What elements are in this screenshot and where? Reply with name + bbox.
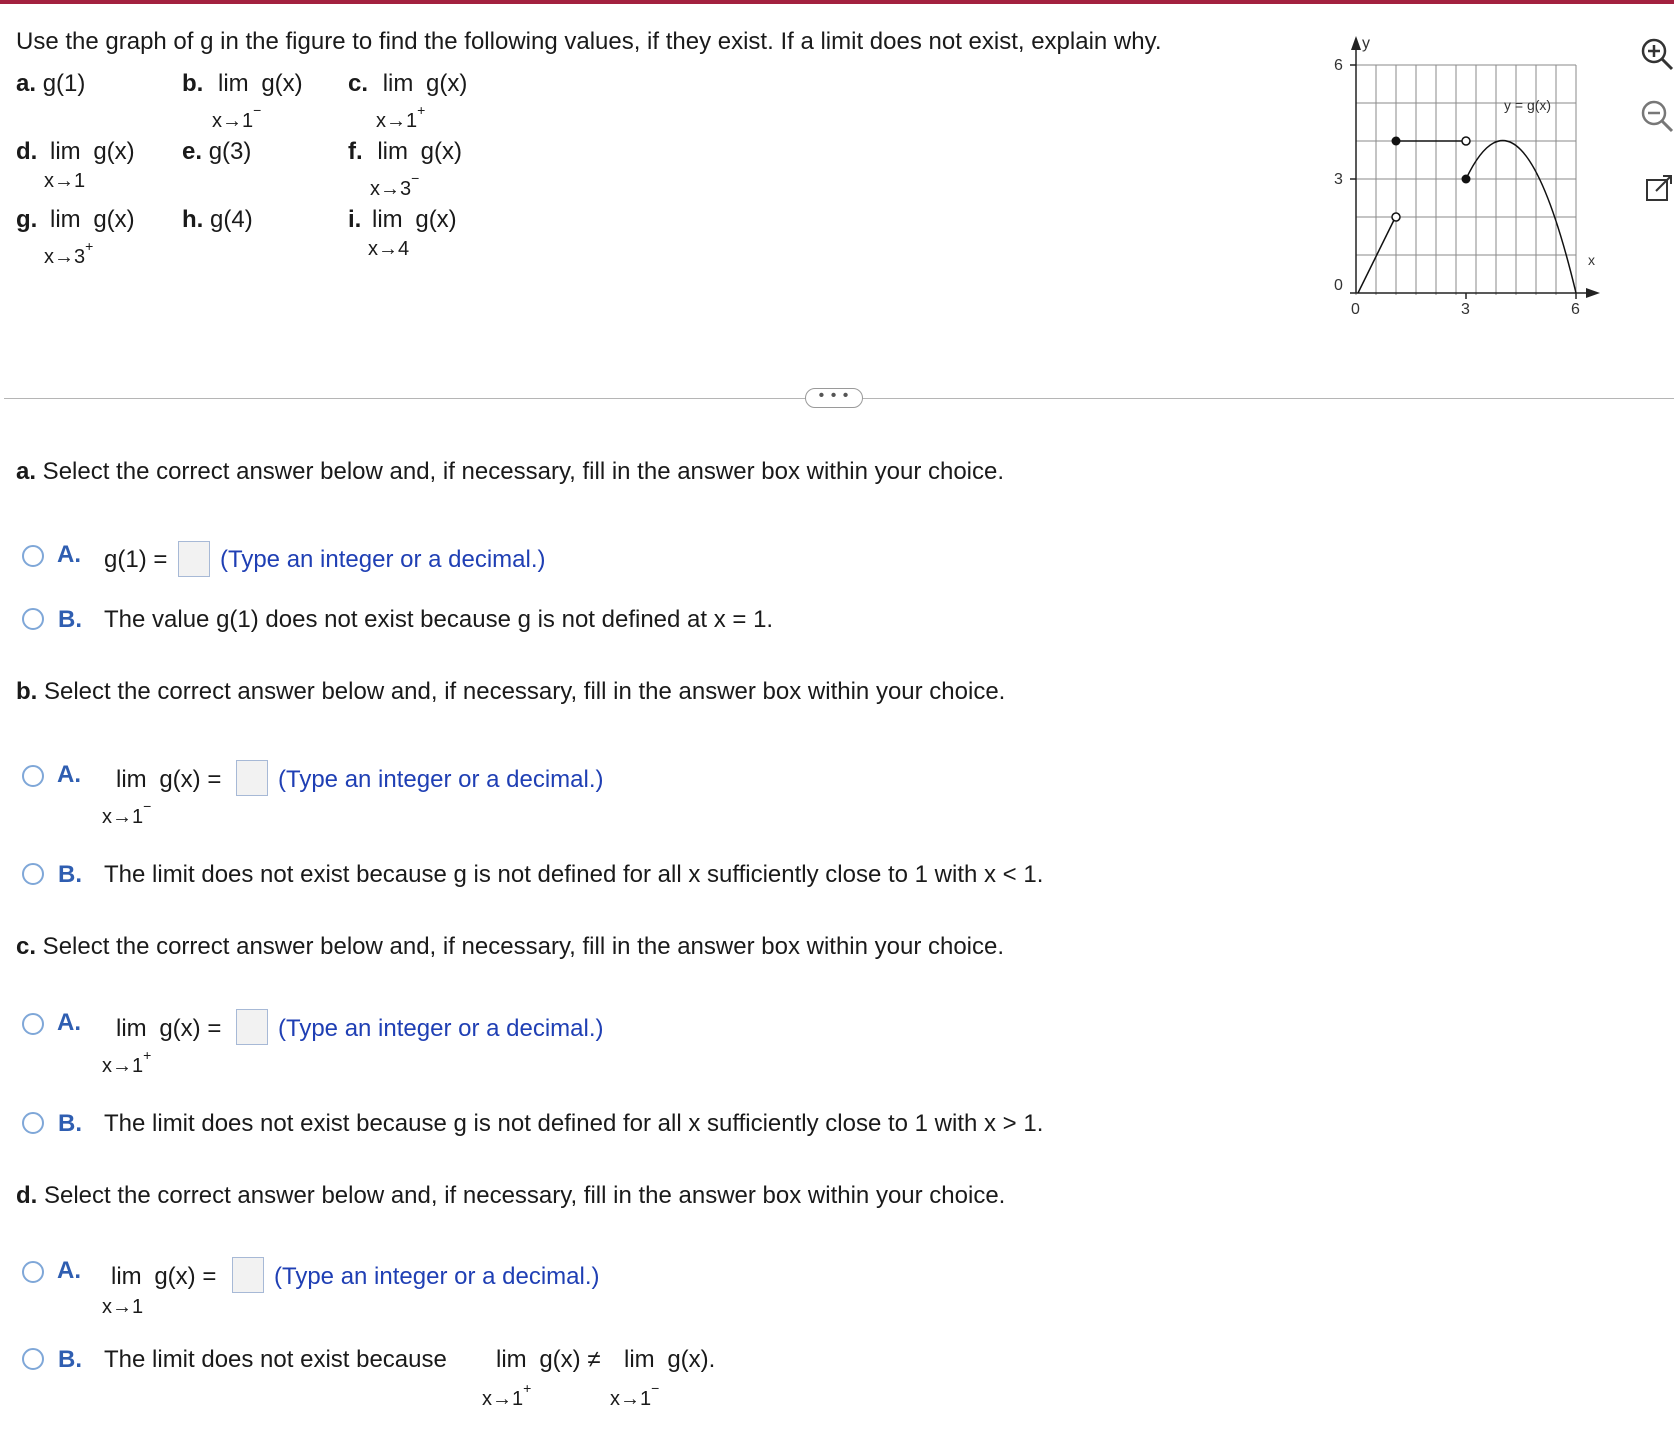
option-letter: A. — [57, 1009, 81, 1036]
subscript-text: x→1 — [376, 110, 418, 132]
lim-func: g(x) — [426, 70, 468, 97]
superscript-text: + — [417, 102, 426, 118]
part-a-option-b-radio[interactable] — [22, 608, 44, 630]
option-letter: B. — [58, 606, 82, 633]
superscript-text: − — [651, 1380, 660, 1396]
heading-text: Select the correct answer below and, if necessary, fill in the answer box within your choice. — [37, 678, 1006, 705]
part-c-option-a-label — [116, 1015, 221, 1043]
heading-text: Select the correct answer below and, if necessary, fill in the answer box within your choice. — [36, 933, 1005, 960]
option-letter: B. — [58, 861, 82, 888]
item-letter: c. — [348, 70, 369, 97]
answer-hint: (Type an integer or a decimal.) — [274, 1263, 600, 1290]
closed-point — [1392, 137, 1401, 146]
item-b-subscript — [212, 102, 262, 133]
part-c-answer-input[interactable] — [236, 1009, 268, 1045]
y-tick-label: 6 — [1334, 57, 1343, 74]
item-letter: i. — [348, 206, 362, 233]
popout-icon[interactable] — [1644, 174, 1674, 204]
part-a-option-a-label: g(1) = — [104, 546, 168, 573]
x-axis-arrow — [1586, 288, 1600, 298]
open-point — [1462, 137, 1470, 145]
lim-subscript — [102, 1047, 152, 1078]
heading-letter: d. — [16, 1182, 38, 1209]
heading-letter: b. — [16, 678, 38, 705]
subscript-text: x→1 — [482, 1388, 524, 1410]
lim-func: g(x) — [93, 138, 135, 165]
zoom-out-icon[interactable] — [1636, 96, 1674, 136]
part-a-heading — [16, 458, 1004, 486]
lim-subscript — [102, 798, 152, 829]
subscript-text: x→1 — [102, 806, 144, 828]
part-d-option-a-label — [111, 1263, 216, 1291]
lim-func: g(x) — [93, 206, 135, 233]
subscript-text: x→1 — [212, 110, 254, 132]
y-axis-arrow — [1351, 36, 1361, 50]
item-i — [348, 206, 457, 234]
option-letter: B. — [58, 1110, 82, 1137]
item-d — [16, 138, 135, 166]
heading-text: Select the correct answer below and, if necessary, fill in the answer box within your choice. — [37, 1182, 1006, 1209]
lim-func: g(x) — [415, 206, 457, 233]
lim-expression-left — [624, 1346, 715, 1374]
y-tick-label: 3 — [1334, 171, 1343, 188]
lim-func: g(x) — [261, 70, 303, 97]
part-b-answer-input[interactable] — [236, 760, 268, 796]
lim-func: g(x) = — [159, 766, 222, 793]
item-e — [182, 138, 251, 166]
lim-func: g(x) ≠ — [539, 1346, 601, 1373]
superscript-text: − — [253, 102, 262, 118]
part-b-option-b-radio[interactable] — [22, 863, 44, 885]
answer-hint: (Type an integer or a decimal.) — [278, 1015, 604, 1042]
lim-word: lim — [50, 206, 81, 233]
lim-func: g(x) = — [154, 1263, 217, 1290]
heading-text: Select the correct answer below and, if necessary, fill in the answer box within your choice. — [36, 458, 1005, 485]
superscript-text: + — [85, 238, 94, 254]
item-letter: d. — [16, 138, 38, 165]
y-tick-label: 0 — [1334, 277, 1343, 294]
lim-word: lim — [382, 70, 414, 97]
item-f-subscript — [370, 170, 420, 201]
part-a-answer-input[interactable] — [178, 541, 210, 577]
superscript-text: − — [411, 170, 420, 186]
lim-func: g(x). — [667, 1346, 716, 1373]
option-letter: B. — [58, 1346, 82, 1373]
item-f — [348, 138, 462, 166]
question-intro: Use the graph of g in the figure to find the following values, if they exist. If a limit does not exist, explain why. — [16, 28, 1162, 55]
x-tick-label: 0 — [1351, 301, 1360, 318]
x-tick-label: 6 — [1571, 301, 1580, 318]
lim-word: lim — [116, 766, 147, 793]
lim-word: lim — [116, 1015, 147, 1042]
item-a — [16, 70, 85, 98]
subscript-text: x→1 — [610, 1388, 652, 1410]
part-c-option-b-text: The limit does not exist because g is not defined for all x sufficiently close to 1 with x > 1. — [104, 1110, 1044, 1137]
part-b-option-b-text: The limit does not exist because g is not defined for all x sufficiently close to 1 with x < 1. — [104, 861, 1044, 888]
part-c-option-a-radio[interactable] — [22, 1013, 44, 1035]
part-c-heading — [16, 933, 1004, 961]
item-expr: g(3) — [208, 138, 252, 165]
subscript-text: x→3 — [44, 246, 86, 268]
superscript-text: − — [143, 798, 152, 814]
lim-word: lim — [624, 1346, 655, 1373]
x-tick-label: 3 — [1461, 301, 1470, 318]
part-a-option-a-radio[interactable] — [22, 545, 44, 567]
lim-word: lim — [218, 70, 249, 97]
item-letter: a. — [16, 70, 37, 97]
part-d-option-a-radio[interactable] — [22, 1261, 44, 1283]
open-point — [1392, 213, 1400, 221]
option-letter: A. — [57, 761, 81, 788]
lim-func: g(x) = — [159, 1015, 222, 1042]
part-c-option-b-radio[interactable] — [22, 1112, 44, 1134]
answer-hint: (Type an integer or a decimal.) — [278, 766, 604, 793]
zoom-in-icon[interactable] — [1636, 34, 1674, 74]
part-d-option-b-radio[interactable] — [22, 1348, 44, 1370]
lim-word: lim — [50, 138, 81, 165]
x-axis-label: x — [1588, 252, 1595, 268]
lim-subscript: x→1 — [102, 1296, 144, 1318]
item-expr: g(4) — [210, 206, 253, 233]
lim-func: g(x) — [420, 138, 463, 165]
lim-word: lim — [377, 138, 408, 165]
lim-word: lim — [111, 1263, 142, 1290]
item-g — [16, 206, 135, 234]
item-i-subscript: x→4 — [368, 238, 410, 260]
option-letter: A. — [57, 541, 81, 568]
item-letter: b. — [182, 70, 204, 97]
part-a-option-b-text: The value g(1) does not exist because g is not defined at x = 1. — [104, 606, 774, 633]
item-h — [182, 206, 253, 234]
item-letter: g. — [16, 206, 38, 233]
item-g-subscript — [44, 238, 94, 269]
closed-point — [1462, 175, 1471, 184]
item-c — [348, 70, 467, 98]
subscript-text: x→3 — [370, 178, 412, 200]
item-c-subscript — [376, 102, 426, 133]
superscript-text: + — [143, 1047, 152, 1063]
subscript-text: x→1 — [102, 1055, 144, 1077]
part-b-option-a-label — [116, 766, 221, 794]
item-b — [182, 70, 303, 98]
graph-figure — [1320, 30, 1600, 340]
superscript-text: + — [523, 1380, 532, 1396]
item-letter: f. — [348, 138, 363, 165]
y-axis-label: y — [1362, 35, 1370, 52]
curve-label: y = g(x) — [1504, 97, 1552, 113]
item-letter: h. — [182, 206, 204, 233]
lim-subscript — [482, 1380, 532, 1411]
lim-subscript — [610, 1380, 660, 1411]
part-d-heading — [16, 1182, 1005, 1210]
option-letter: A. — [57, 1257, 81, 1284]
part-b-option-a-radio[interactable] — [22, 765, 44, 787]
lim-word: lim — [372, 206, 403, 233]
heading-letter: c. — [16, 933, 37, 960]
item-letter: e. — [182, 138, 203, 165]
top-accent-bar — [0, 0, 1674, 4]
heading-letter: a. — [16, 458, 37, 485]
answer-hint: (Type an integer or a decimal.) — [220, 546, 546, 573]
lim-expression-right — [496, 1346, 601, 1374]
item-d-subscript: x→1 — [44, 170, 86, 192]
item-expr: g(1) — [42, 70, 86, 97]
lim-word: lim — [496, 1346, 527, 1373]
more-options-button[interactable]: • • • — [805, 388, 863, 408]
part-d-option-b-text: The limit does not exist because — [104, 1346, 447, 1373]
part-d-answer-input[interactable] — [232, 1257, 264, 1293]
part-b-heading — [16, 678, 1005, 706]
